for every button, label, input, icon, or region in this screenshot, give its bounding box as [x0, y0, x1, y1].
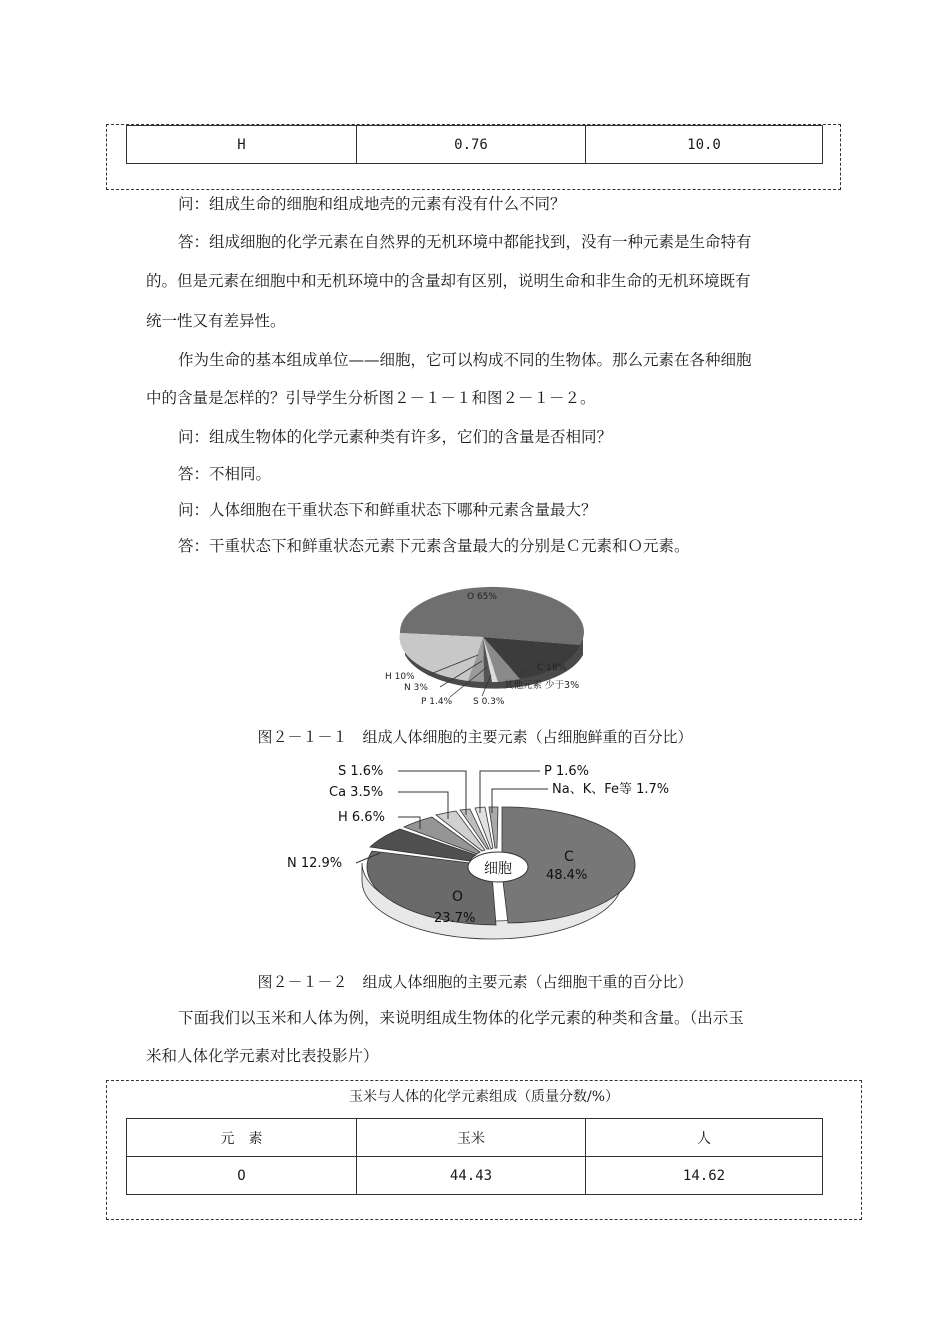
table-cell: 0.76 — [357, 126, 586, 164]
figure2-donut-chart — [280, 755, 710, 950]
paragraph-p3-line1: 作为生命的基本组成单位——细胞，它可以构成不同的生物体。那么元素在各种细胞 — [178, 351, 752, 369]
pie2-leader-s — [398, 771, 466, 815]
paragraph-a1-line2: 的。但是元素在细胞中和无机环境中的含量却有区别，说明生命和非生命的无机环境既有 — [146, 272, 751, 290]
paragraph-p8-line1: 下面我们以玉米和人体为例，来说明组成生物体的化学元素的种类和含量。（出示玉 — [178, 1009, 744, 1027]
table-header-cell: 元 素 — [127, 1119, 357, 1157]
pie1-label-n: N 3% — [404, 683, 428, 693]
paragraph-a1-line1: 答：组成细胞的化学元素在自然界的无机环境中都能找到，没有一种元素是生命特有 — [178, 233, 752, 251]
pie2-label-o-name: O — [452, 889, 464, 905]
pie2-center-label: 细胞 — [484, 861, 512, 877]
pie2-label-na: Na、K、Fe等 1.7% — [552, 782, 670, 797]
element-table-fragment — [126, 125, 823, 164]
table-cell: H — [127, 126, 357, 164]
pie2-label-ca: Ca 3.5% — [329, 785, 384, 800]
pie1-label-c: C 18% — [537, 663, 567, 673]
table-row — [127, 1157, 823, 1195]
paragraph-a3: 答：干重状态下和鲜重状态元素下元素含量最大的分别是Ｃ元素和Ｏ元素。 — [178, 537, 690, 555]
figure1-caption: 图２－１－１ 组成人体细胞的主要元素（占细胞鲜重的百分比） — [257, 728, 693, 746]
paragraph-a1-line3: 统一性又有差异性。 — [146, 312, 286, 330]
table-cell: 10.0 — [586, 126, 823, 164]
pie2-label-c-value: 48.4% — [546, 868, 588, 883]
paragraph-p3-line2: 中的含量是怎样的？引导学生分析图２－１－１和图２－１－２。 — [146, 389, 596, 407]
paragraph-a2: 答：不相同。 — [178, 465, 272, 483]
pie2-label-c-name: C — [564, 849, 574, 865]
pie2-label-p: P 1.6% — [544, 764, 589, 779]
table-row — [127, 126, 823, 164]
paragraph-q1: 问：组成生命的细胞和组成地壳的元素有没有什么不同？ — [178, 195, 566, 213]
paragraph-q2: 问：组成生物体的化学元素种类有许多，它们的含量是否相同？ — [178, 428, 613, 446]
table-cell: 44.43 — [357, 1157, 586, 1195]
pie1-label-p: P 1.4% — [421, 697, 453, 707]
pie1-label-o: O 65% — [467, 592, 497, 602]
table2-title: 玉米与人体的化学元素组成（质量分数/%） — [348, 1089, 620, 1105]
table-header-cell: 玉米 — [357, 1119, 586, 1157]
pie1-label-other: 其他元素 少于3% — [504, 680, 580, 691]
pie1-label-s: S 0.3% — [473, 697, 505, 707]
figure2-caption: 图２－１－２ 组成人体细胞的主要元素（占细胞干重的百分比） — [257, 973, 693, 991]
paragraph-p8-line2: 米和人体化学元素对比表投影片） — [146, 1047, 379, 1065]
pie2-label-o-value: 23.7% — [434, 911, 476, 926]
table-header-cell: 人 — [586, 1119, 823, 1157]
pie2-label-n: N 12.9% — [287, 856, 343, 871]
pie2-label-s: S 1.6% — [338, 764, 384, 779]
pie1-label-h: H 10% — [385, 672, 415, 682]
table-header-row — [127, 1119, 823, 1157]
pie2-label-h: H 6.6% — [338, 810, 385, 825]
table-cell: O — [127, 1157, 357, 1195]
table-cell: 14.62 — [586, 1157, 823, 1195]
element-comparison-table — [126, 1118, 823, 1195]
figure1-pie-chart — [370, 575, 620, 715]
paragraph-q3: 问：人体细胞在干重状态下和鲜重状态下哪种元素含量最大？ — [178, 501, 597, 519]
